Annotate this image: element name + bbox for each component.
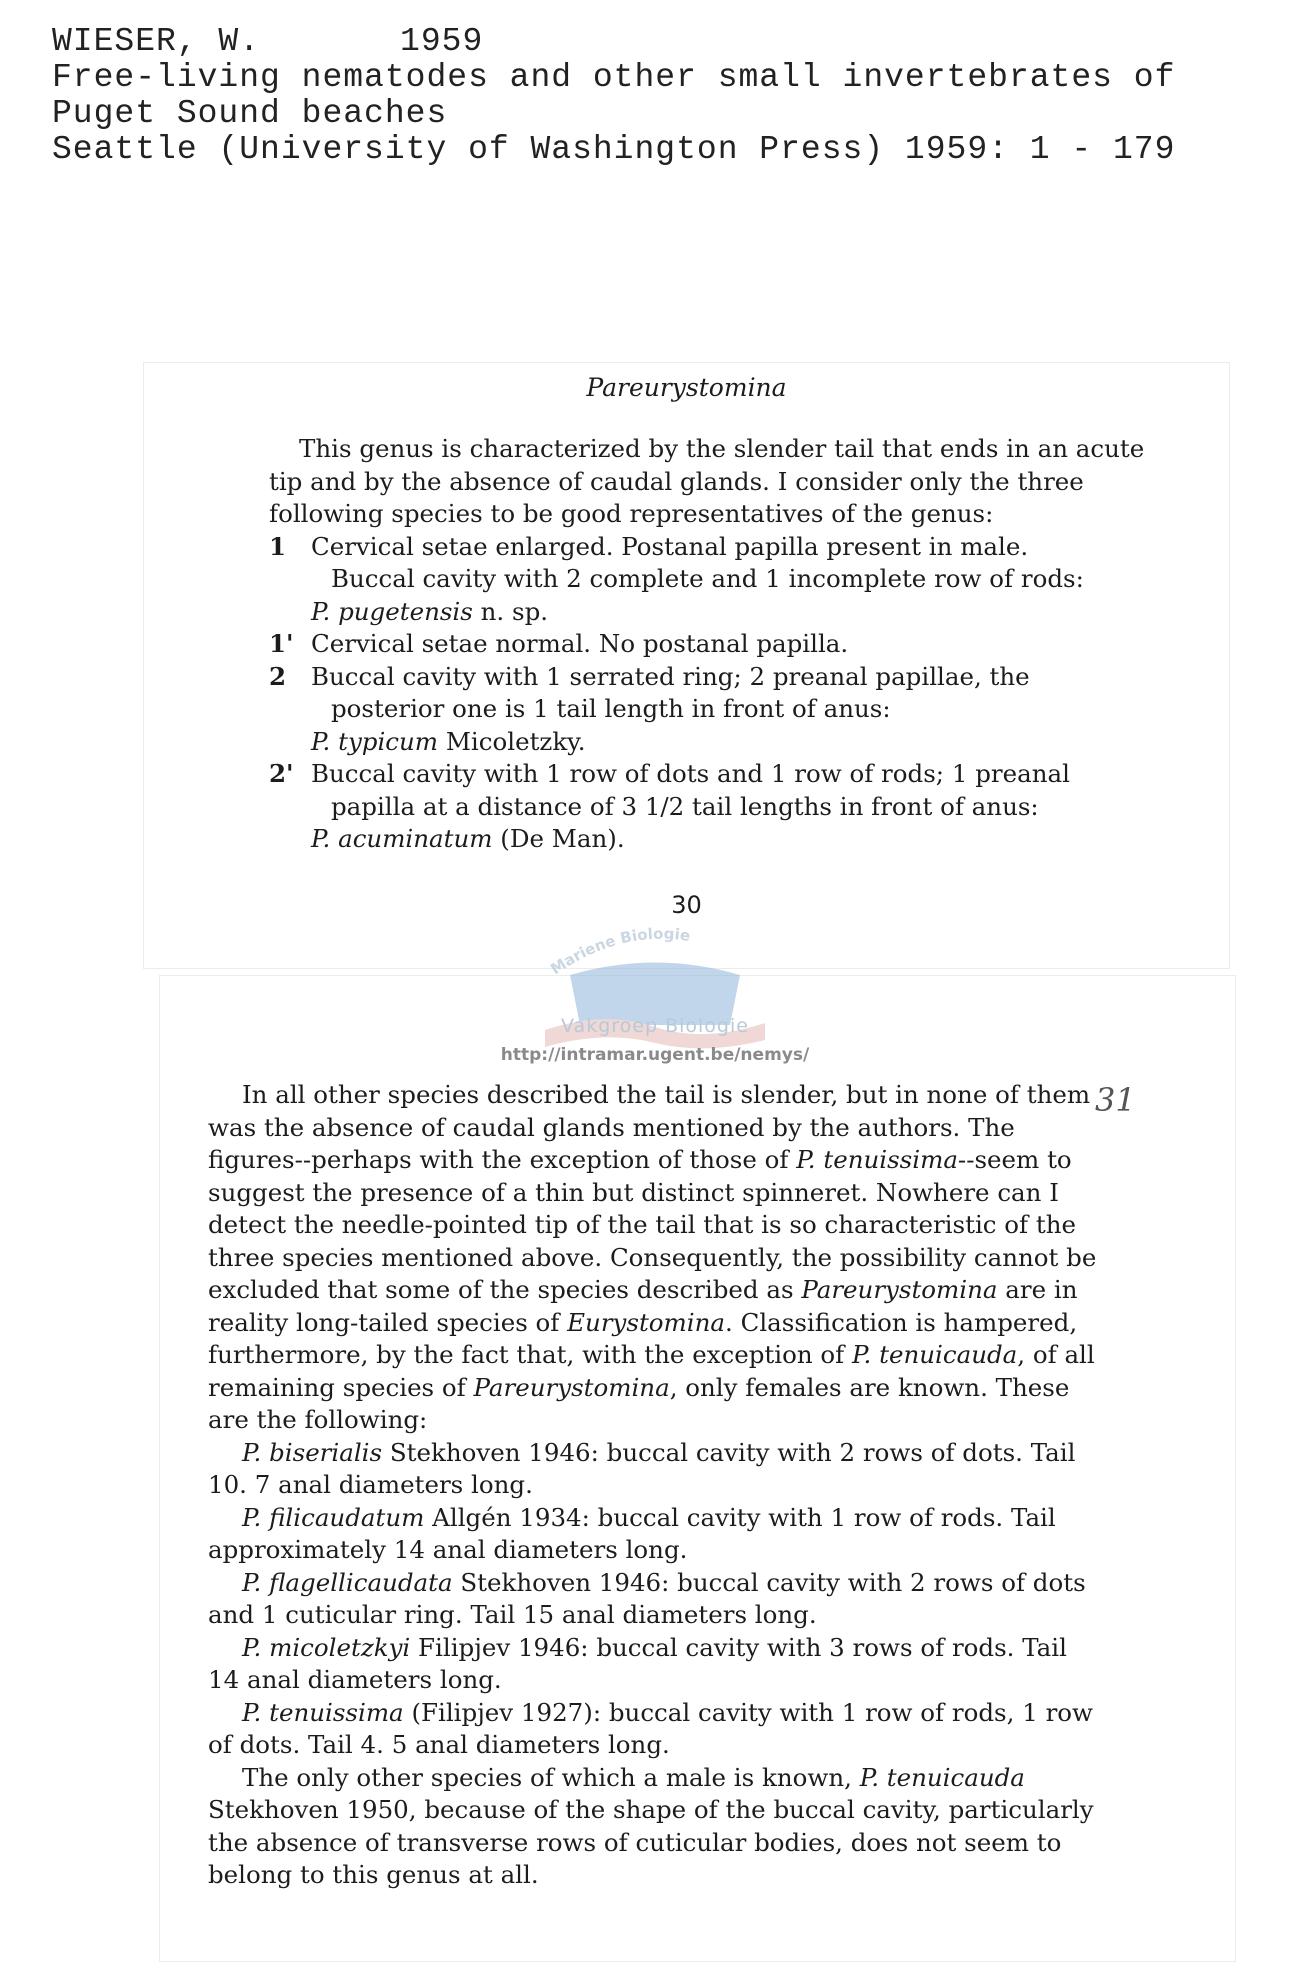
- text-run: are in reality long-tailed species of: [208, 1275, 1078, 1337]
- species-name: P. acuminatum: [311, 824, 493, 853]
- title-line-1: Free-living nematodes and other small invertebrates of: [52, 59, 1176, 96]
- key-text: Cervical setae normal. No postanal papilla.: [311, 629, 849, 658]
- author-line: [52, 24, 1175, 60]
- species-authority: Micoletzky.: [438, 726, 586, 756]
- taxon-name: P. tenuicauda: [852, 1340, 1018, 1369]
- discussion-paragraph: [208, 1079, 1098, 1437]
- genus-title: Pareurystomina: [586, 373, 787, 402]
- key-number: 1': [269, 629, 294, 658]
- text-run: , of all remaining species of: [208, 1340, 1095, 1402]
- taxon-name: P. tenuissima: [796, 1145, 958, 1174]
- text-run: The only other species of which a male is known,: [242, 1762, 860, 1792]
- year: 1959: [400, 23, 484, 60]
- species-description: Filipjev 1946: buccal cavity with 3 rows of rods. Tail 14 anal diameters long.: [208, 1632, 1067, 1694]
- species-entry: [208, 1632, 1098, 1697]
- species-discussion: [208, 1079, 1098, 1892]
- species-description: Stekhoven 1946: buccal cavity with 2 rows of dots and 1 cuticular ring. Tail 15 anal diameters long.: [208, 1567, 1086, 1629]
- watermark-arc-text: Mariene Biologie: [547, 924, 692, 979]
- key-text: Cervical setae enlarged. Postanal papilla present in male.: [311, 531, 1029, 561]
- text-run: . Classification is hampered, furthermore, by the fact that, with the exception of: [208, 1307, 1078, 1369]
- watermark-logo: [515, 915, 795, 1065]
- page-30-clipping: [143, 362, 1230, 969]
- species-name: P. tenuissima: [242, 1697, 404, 1727]
- key-number: 2': [269, 759, 294, 788]
- key-species: [311, 726, 1169, 759]
- watermark-url: http://intramar.ugent.be/nemys/: [500, 1045, 810, 1065]
- species-authority: n. sp.: [472, 596, 549, 626]
- species-entry: [208, 1502, 1098, 1567]
- species-description: Allgén 1934: buccal cavity with 1 row of rods. Tail approximately 14 anal diameters long.: [208, 1502, 1056, 1564]
- title-line-2: Puget Sound beaches: [52, 95, 448, 132]
- key-entry: [269, 531, 1169, 629]
- taxon-name: Pareurystomina: [473, 1372, 670, 1402]
- species-entry: [208, 1567, 1098, 1632]
- key-continuation: papilla at a distance of 3 1/2 tail lengths in front of anus:: [331, 791, 1039, 821]
- page-number: 30: [671, 891, 702, 919]
- handwritten-page-number: 31: [1095, 1081, 1136, 1119]
- key-entry: [269, 628, 1169, 661]
- key-number: 1: [269, 531, 287, 561]
- genus-key: [269, 433, 1169, 856]
- genus-intro: This genus is characterized by the slender tail that ends in an acute tip and by the absence of caudal glands. I consider only the three following species to be good representatives of the genus:: [269, 434, 1145, 528]
- species-description: Stekhoven 1946: buccal cavity with 2 rows of dots. Tail 10. 7 anal diameters long.: [208, 1437, 1076, 1499]
- key-continuation: Buccal cavity with 2 complete and 1 incomplete row of rods:: [331, 564, 1084, 593]
- text-run: --seem to suggest the presence of a thin but distinct spinneret. Nowhere can I detect the needle-pointed tip of the tail that is so characteristic of the three species mentioned above. Consequently, the possibility cannot be excluded that some of the species described as: [208, 1145, 1097, 1304]
- citation-header: [52, 24, 1175, 168]
- species-name: P. pugetensis: [311, 596, 473, 626]
- taxon-name: P. tenuicauda: [859, 1762, 1025, 1792]
- text-run: In all other species described the tail is slender, but in none of them was the absence of caudal glands mentioned by the authors. The figures--perhaps with the exception of those of: [208, 1080, 1091, 1174]
- taxon-name: Eurystomina: [567, 1307, 726, 1337]
- text-run: , only females are known. These are the following:: [208, 1372, 1070, 1434]
- species-name: P. typicum: [311, 726, 439, 756]
- taxon-name: Pareurystomina: [801, 1275, 998, 1304]
- key-species: [311, 823, 1169, 856]
- species-name: P. flagellicaudata: [242, 1567, 453, 1597]
- species-name: P. micoletzkyi: [242, 1632, 411, 1662]
- species-entry: [208, 1697, 1098, 1762]
- text-run: Stekhoven 1950, because of the shape of the buccal cavity, particularly the absence of transverse rows of cuticular bodies, does not seem to belong to this genus at all.: [208, 1795, 1094, 1889]
- key-number: 2: [269, 661, 287, 691]
- page-31-clipping: [159, 975, 1236, 1962]
- closing-paragraph: [208, 1762, 1098, 1892]
- key-text: Buccal cavity with 1 row of dots and 1 row of rods; 1 preanal: [311, 759, 1070, 788]
- species-description: (Filipjev 1927): buccal cavity with 1 row of rods, 1 row of dots. Tail 4. 5 anal diameters long.: [208, 1697, 1094, 1759]
- key-entry: [269, 661, 1169, 759]
- species-name: P. filicaudatum: [242, 1502, 425, 1532]
- species-authority: (De Man).: [492, 824, 625, 853]
- key-text: Buccal cavity with 1 serrated ring; 2 preanal papillae, the: [311, 661, 1030, 691]
- key-species: [311, 596, 1169, 629]
- publisher-line: Seattle (University of Washington Press) 1959: 1 - 179: [52, 131, 1176, 168]
- key-entry: [269, 758, 1169, 856]
- species-name: P. biserialis: [242, 1437, 383, 1467]
- watermark-department: Vakgroep Biologie: [561, 1015, 749, 1037]
- key-continuation: posterior one is 1 tail length in front of anus:: [331, 694, 891, 723]
- author: WIESER, W.: [52, 23, 261, 60]
- species-entry: [208, 1437, 1098, 1502]
